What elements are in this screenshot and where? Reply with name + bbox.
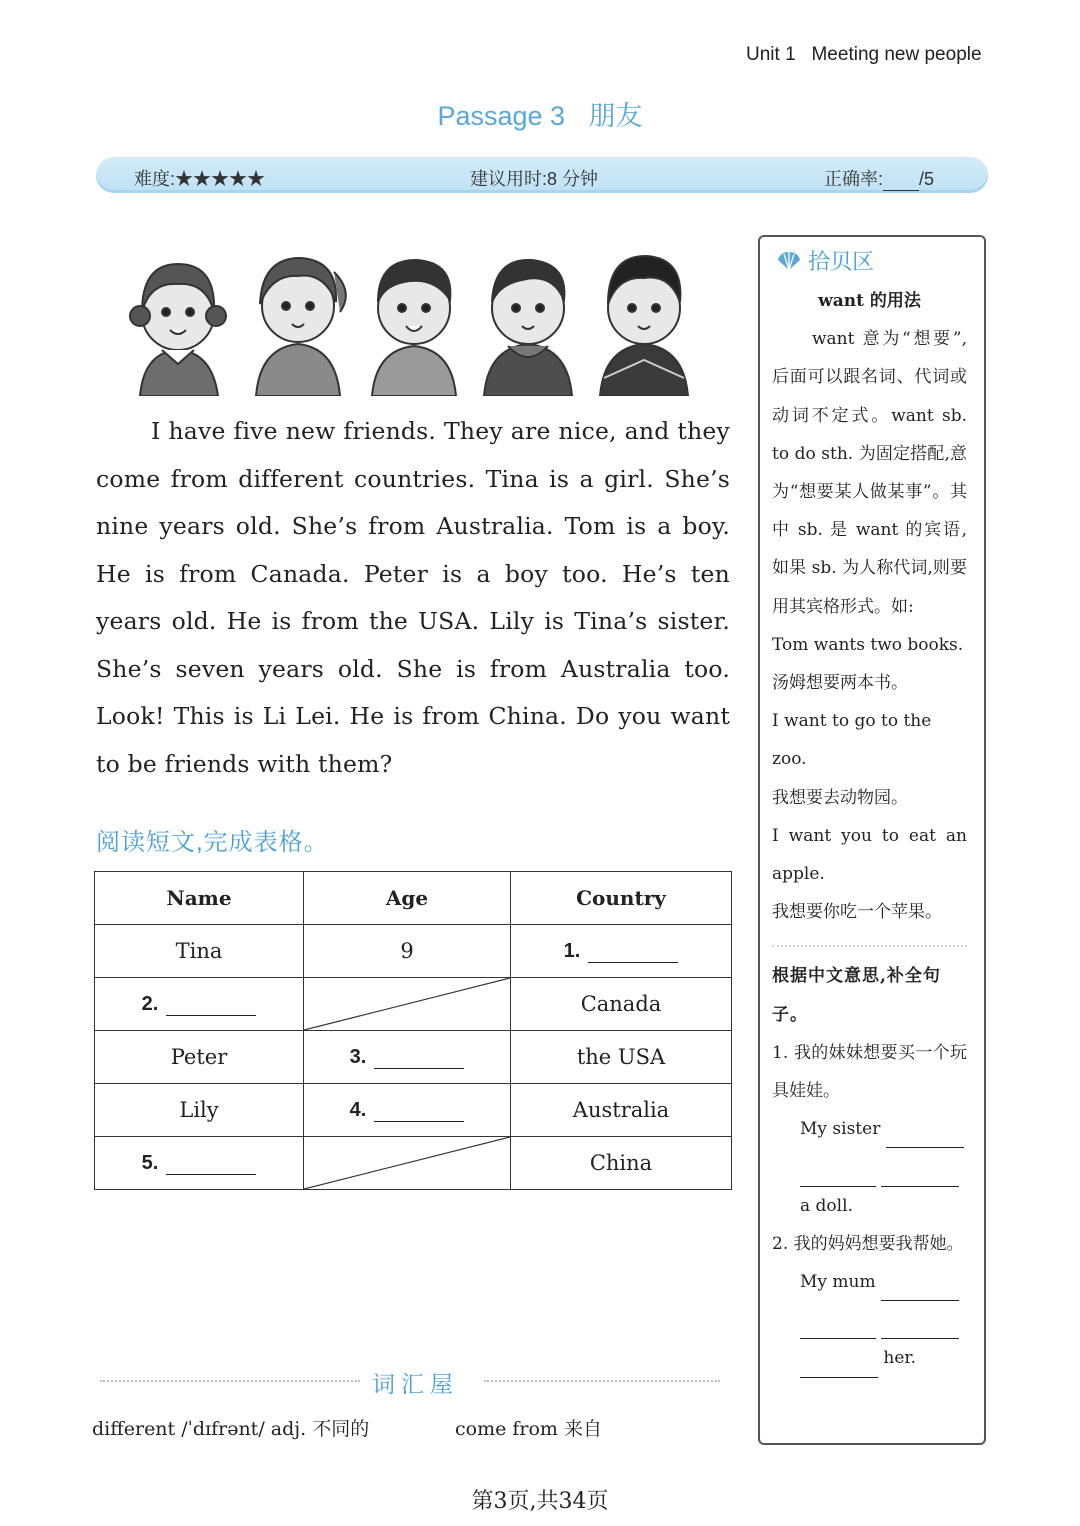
example-3-en: I want you to eat an apple. xyxy=(772,825,967,885)
side-panel-content xyxy=(772,282,967,1378)
divider xyxy=(484,1380,720,1382)
q2-sentence-start: My mum xyxy=(800,1272,876,1293)
name-blank-2[interactable] xyxy=(95,978,304,1031)
passage-paragraph: I have five new friends. They are nice, and they come from different countries. Tina is a girl. She’s nine years old. She’s from Australia. Tom is a boy. He is from Canada. Peter is a boy too. He’s ten years old. He is from the USA. Lily is Tina’s sister. She’s seven years old. She is from Australia too. Look! This is Li Lei. He is from China. Do you want to be friends with them? xyxy=(96,417,730,778)
table-header-row xyxy=(95,872,732,925)
passage-body xyxy=(96,408,730,788)
unit-label: Unit 1 xyxy=(746,44,796,65)
name-blank-5[interactable] xyxy=(95,1137,304,1190)
usage-explanation: want 意为“想要”,后面可以跟名词、代词或动词不定式。want sb. to do sth. 为固定搭配,意为“想要某人做某事”。其中 sb. 是 want 的宾语,如果 sb. 为人称代词,则要用其宾格形式。如: xyxy=(772,329,967,617)
country-cell: China xyxy=(511,1137,732,1190)
difficulty-rating: 难度:★★★★★ xyxy=(134,169,266,189)
usage-heading: want 的用法 xyxy=(818,291,921,311)
q1-blank-3[interactable] xyxy=(881,1169,959,1187)
country-cell: Canada xyxy=(511,978,732,1031)
accuracy-total: /5 xyxy=(919,169,935,189)
q1-blank-1[interactable] xyxy=(886,1130,964,1148)
table-row xyxy=(95,1031,732,1084)
children-illustration xyxy=(128,242,700,396)
q2-blank-4[interactable] xyxy=(800,1360,878,1378)
name-cell: Lily xyxy=(95,1084,304,1137)
accuracy-field xyxy=(824,165,934,191)
q2-blank-3[interactable] xyxy=(881,1321,959,1339)
blank-number: 4. xyxy=(349,1098,367,1121)
vocab-item-different: different /ˈdɪfrənt/ adj. 不同的 xyxy=(92,1418,370,1440)
header-age: Age xyxy=(304,872,511,925)
side-title-text: 拾贝区 xyxy=(808,249,875,274)
blank-number: 3. xyxy=(349,1045,367,1068)
table-row xyxy=(95,1137,732,1190)
exercise-q2: 2. 我的妈妈想要我帮她。 xyxy=(772,1233,964,1254)
q1-sentence-start: My sister xyxy=(800,1119,881,1140)
header-name: Name xyxy=(95,872,304,925)
q2-sentence-end: her. xyxy=(883,1348,917,1369)
age-cell: 9 xyxy=(304,925,511,978)
country-cell: Australia xyxy=(511,1084,732,1137)
name-cell: Tina xyxy=(95,925,304,978)
task-instruction: 阅读短文,完成表格。 xyxy=(96,829,329,856)
header-country: Country xyxy=(511,872,732,925)
girl-figure-1 xyxy=(130,264,226,396)
exercise-instruction: 根据中文意思,补全句子。 xyxy=(772,966,941,1025)
boy-figure-1 xyxy=(372,260,456,396)
divider xyxy=(772,945,967,947)
table-row xyxy=(95,1084,732,1137)
q1-blank-2[interactable] xyxy=(800,1169,876,1187)
divider xyxy=(100,1380,360,1382)
page-number: 第3页,共34页 xyxy=(471,1489,609,1514)
unit-topic: Meeting new people xyxy=(811,44,982,65)
table-row xyxy=(95,978,732,1031)
accuracy-blank[interactable] xyxy=(883,174,919,191)
shell-icon xyxy=(776,250,802,272)
blank-number: 1. xyxy=(563,939,581,962)
name-cell: Peter xyxy=(95,1031,304,1084)
example-2-en: I want to go to the zoo. xyxy=(772,711,932,770)
passage-number: Passage 3 xyxy=(437,101,566,131)
vocab-title: 词汇屋 xyxy=(372,1371,459,1397)
info-bar xyxy=(96,157,988,193)
example-1-en: Tom wants two books. xyxy=(772,634,964,655)
age-blank-4[interactable] xyxy=(304,1084,511,1137)
boy-figure-2 xyxy=(484,260,572,396)
unit-header xyxy=(746,44,982,66)
passage-title xyxy=(0,94,1080,133)
exercise-q1: 1. 我的妹妹想要买一个玩具娃娃。 xyxy=(772,1042,967,1102)
age-blank-3[interactable] xyxy=(304,1031,511,1084)
country-cell: the USA xyxy=(511,1031,732,1084)
answer-line[interactable] xyxy=(374,1103,464,1122)
suggested-time: 建议用时:8 分钟 xyxy=(470,169,599,189)
q1-sentence-end: a doll. xyxy=(800,1195,853,1216)
age-cell-crossed xyxy=(304,978,511,1031)
exercise-q2-answer xyxy=(772,1263,967,1378)
example-1-cn: 汤姆想要两本书。 xyxy=(772,673,908,694)
blank-number: 2. xyxy=(141,992,159,1015)
side-panel-title xyxy=(776,245,874,276)
q2-blank-1[interactable] xyxy=(881,1283,959,1301)
answer-table xyxy=(94,871,732,1190)
girl-figure-2 xyxy=(256,258,346,396)
answer-line[interactable] xyxy=(166,997,256,1016)
age-cell-crossed xyxy=(304,1137,511,1190)
answer-line[interactable] xyxy=(166,1156,256,1175)
accuracy-label: 正确率: xyxy=(824,169,884,189)
example-2-cn: 我想要去动物园。 xyxy=(772,787,908,808)
passage-name: 朋友 xyxy=(588,101,643,131)
exercise-q1-answer xyxy=(772,1110,967,1225)
answer-line[interactable] xyxy=(588,944,678,963)
example-3-cn: 我想要你吃一个苹果。 xyxy=(772,902,942,923)
q2-blank-2[interactable] xyxy=(800,1321,876,1339)
answer-line[interactable] xyxy=(374,1050,464,1069)
boy-figure-3 xyxy=(600,256,688,396)
blank-number: 5. xyxy=(141,1151,159,1174)
vocab-item-come-from: come from 来自 xyxy=(455,1418,602,1440)
table-row xyxy=(95,925,732,978)
country-blank-1[interactable] xyxy=(511,925,732,978)
